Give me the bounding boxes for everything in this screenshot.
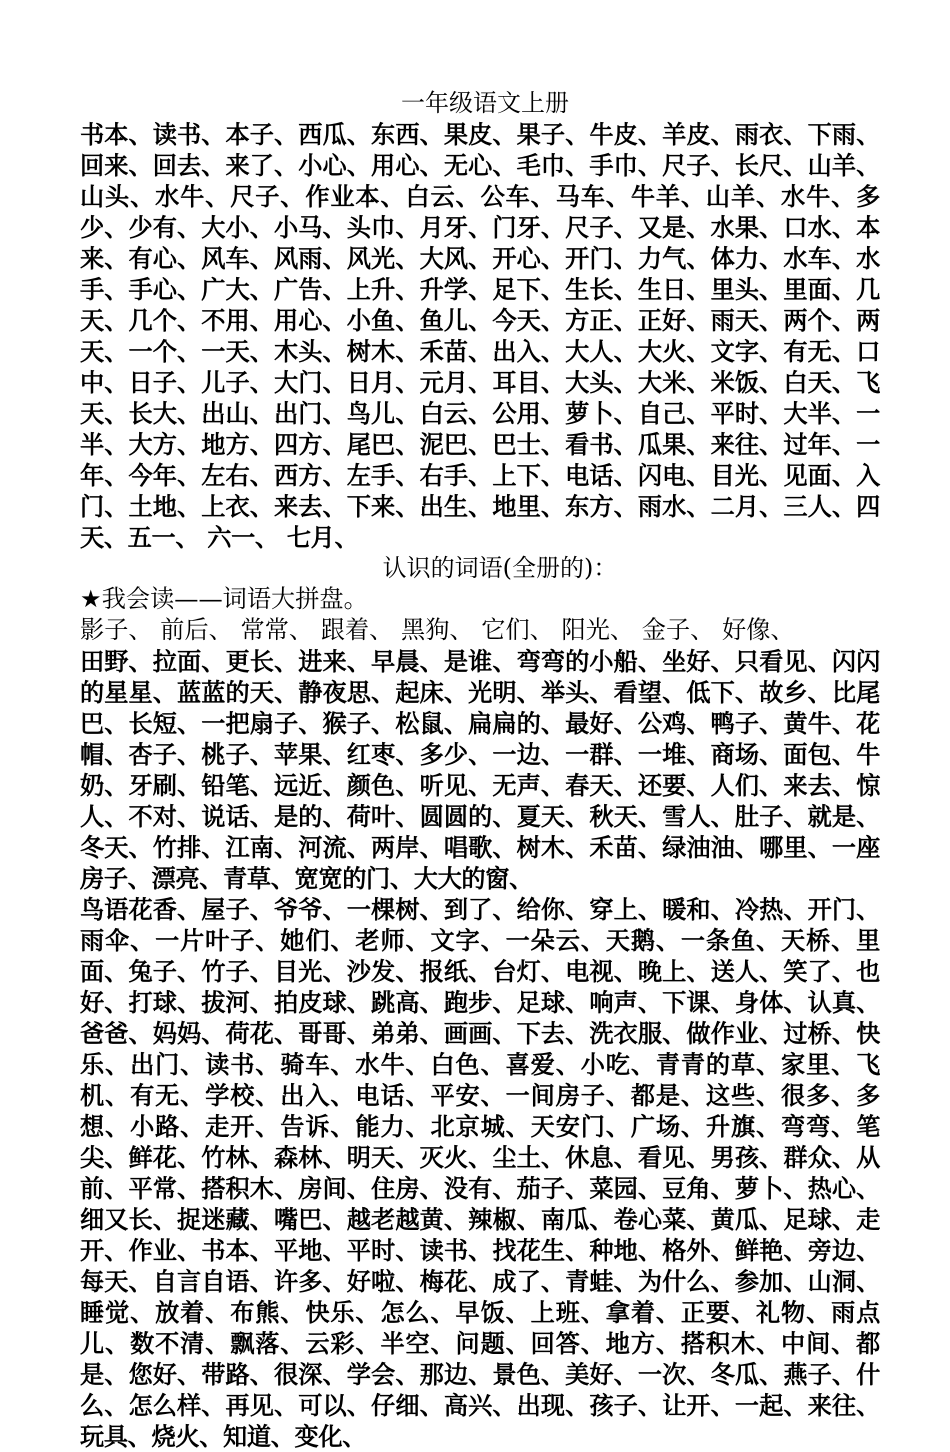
document-title: 一年级语文上册: [401, 89, 569, 117]
section-heading-line: [80, 584, 880, 615]
word-list-part-2: 鸟语花香、屋子、爷爷、一棵树、到了、给你、穿上、暖和、冷热、开门、雨伞、一片叶子、她们、老师、文字、一朵云、天鹅、一条鱼、天桥、里面、兔子、竹子、目光、沙发、报纸、台灯、电视、晚上、送人、笑了、也好、打球、拔河、拍皮球、跳高、跑步、足球、响声、下课、身体、认真、爸爸、妈妈、荷花、哥哥、弟弟、画画、下去、洗衣服、做作业、过桥、快乐、出门、读书、骑车、水牛、白色、喜爱、小吃、青青的草、家里、飞机、有无、学校、出入、电话、平安、一间房子、都是、这些、很多、多想、小路、走开、告诉、能力、北京城、天安门、广场、升旗、弯弯、笔尖、鲜花、竹林、森林、明天、灭火、尘土、休息、看见、男孩、群众、从前、平常、搭积木、房间、住房、没有、茄子、菜园、豆角、萝卜、热心、细又长、捉迷藏、嘴巴、越老越黄、辣椒、南瓜、卷心菜、黄瓜、足球、走开、作业、书本、平地、平时、读书、找花生、种地、格外、鲜艳、旁边、每天、自言自语、许多、好啦、梅花、成了、青蛙、为什么、参加、山洞、睡觉、放着、布熊、快乐、怎么、早饭、上班、拿着、正要、礼物、雨点儿、数不清、飘落、云彩、半空、问题、回答、地方、搭积木、中间、都是、您好、带路、很深、学会、那边、景色、美好、一次、冬瓜、燕子、什么、怎么样、再见、可以、仔细、高兴、出现、孩子、让开、一起、来往、玩具、烧火、知道、变化、: [80, 895, 880, 1451]
star-icon: ★: [80, 585, 102, 613]
document-page: [80, 88, 880, 1452]
section-heading: 我会读——词语大拼盘。: [101, 585, 368, 613]
word-list-first-line: 影子、 前后、 常常、 跟着、 黑狗、 它们、 阳光、 金子、 好像、: [80, 616, 795, 644]
word-list-part-1: 田野、拉面、更长、进来、早晨、是谁、弯弯的小船、坐好、只看见、闪闪的星星、蓝蓝的天、静夜思、起床、光明、举头、看望、低下、故乡、比尾巴、长短、一把扇子、猴子、松鼠、扁扁的、最好、公鸡、鸭子、黄牛、花帽、杏子、桃子、苹果、红枣、多少、一边、一群、一堆、商场、面包、牛奶、牙刷、铅笔、远近、颜色、听见、无声、春天、还要、人们、来去、惊人、不对、说话、是的、荷叶、圆圆的、夏天、秋天、雪人、肚子、就是、冬天、竹排、江南、河流、两岸、唱歌、树木、禾苗、绿油油、哪里、一座房子、漂亮、青草、宽宽的门、大大的窗、: [80, 647, 880, 893]
section-subtitle: 认识的词语(全册的)：: [382, 554, 618, 582]
vocabulary-list: 书本、读书、本子、西瓜、东西、果皮、果子、牛皮、羊皮、雨衣、下雨、回来、回去、来了、小心、用心、无心、毛巾、手巾、尺子、长尺、山羊、山头、水牛、尺子、作业本、白云、公车、马车、牛羊、山羊、水牛、多少、少有、大小、小马、头巾、月牙、门牙、尺子、又是、水果、口水、本来、有心、风车、风雨、风光、大风、开心、开门、力气、体力、水车、水手、手心、广大、广告、上升、升学、足下、生长、生日、里头、里面、几天、几个、不用、用心、小鱼、鱼儿、今天、方正、正好、雨天、两个、两天、一个、一天、木头、树木、禾苗、出入、大人、大火、文字、有无、口中、日子、儿子、大门、日月、元月、耳目、大头、大米、米饭、白天、飞天、长大、出山、出门、鸟儿、白云、公用、萝卜、自己、平时、大半、一半、大方、地方、四方、尾巴、泥巴、巴士、看书、瓜果、来往、过年、一年、今年、左右、西方、左手、右手、上下、电话、闪电、目光、见面、入门、土地、上衣、来去、下来、出生、地里、东方、雨水、二月、三人、四天、五一、 六一、 七月、: [80, 120, 880, 552]
